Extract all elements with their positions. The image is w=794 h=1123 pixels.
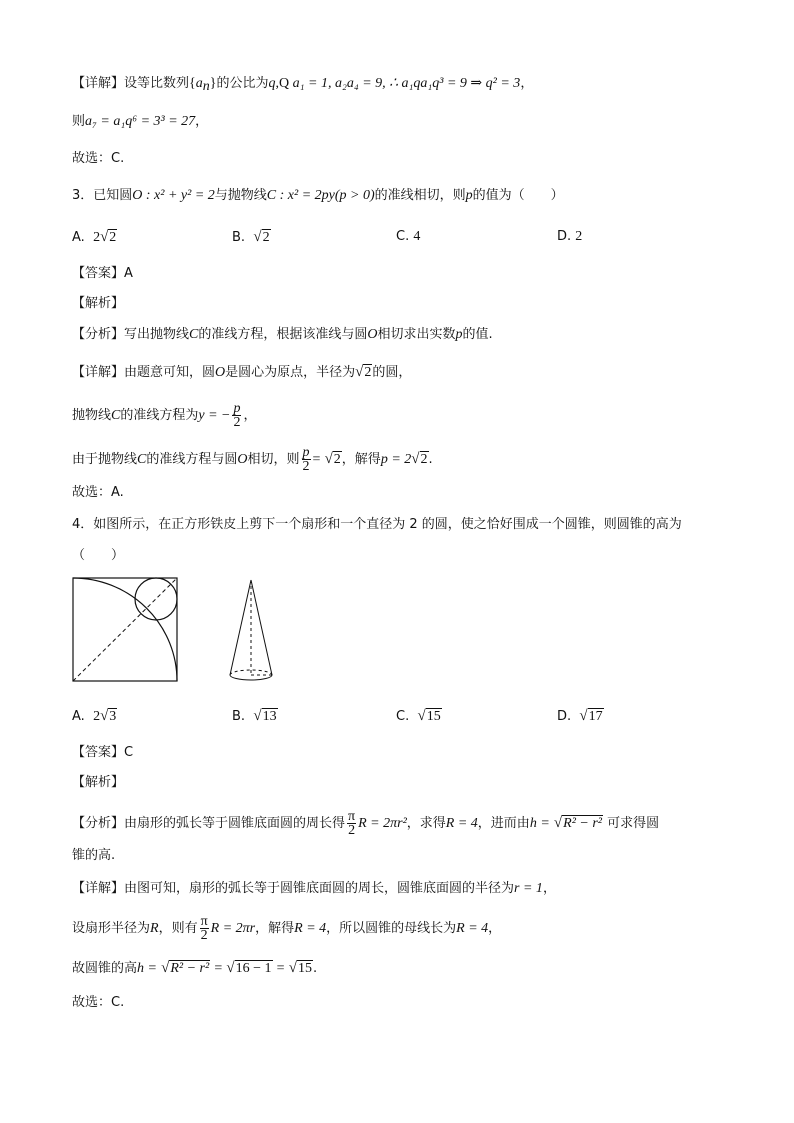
question-4-stem: 4．如图所示，在正方形铁皮上剪下一个扇形和一个直径为 2 的圆，使之恰好围成一个圆锥，则圆锥的高为 [72, 517, 682, 532]
math-var: O [237, 452, 248, 467]
fraction [347, 810, 356, 837]
radicand: 2 [109, 230, 117, 245]
option-label: B. [232, 709, 246, 724]
q4-detail-line-1 [72, 879, 556, 899]
q4-analysis-line-1 [72, 810, 659, 837]
math-expression: R = 4 [456, 921, 489, 936]
radicand: 13 [262, 709, 277, 724]
math-expression: y = − [198, 408, 231, 423]
q3-option-c [396, 227, 420, 247]
math-expression: r = 1 [514, 881, 543, 896]
sqrt-sign: √ [579, 708, 588, 724]
text-run: 的值. [462, 327, 493, 342]
fraction [232, 402, 241, 429]
sqrt-sign: √ [288, 960, 297, 976]
fraction [302, 446, 311, 473]
q3-detail-line-3 [72, 446, 433, 473]
sqrt-sign: √ [553, 815, 563, 831]
detail-tag: 【详解】 [72, 76, 125, 91]
math-expression: O : x² + y² = 2 [132, 188, 215, 203]
math-expression: R = 2πr² [358, 816, 407, 831]
math-expression: p = 2 [380, 452, 412, 467]
fraction-denominator: 2 [233, 415, 241, 430]
text-run: 【详解】 [72, 881, 125, 896]
text-run: 设扇形半径为 [72, 921, 151, 936]
text-run: 由于抛物线 [72, 452, 138, 467]
text-run: 的圆， [372, 365, 412, 380]
text-run: ， [195, 114, 209, 129]
option-label: C. [396, 709, 410, 724]
text-run: 则 [72, 114, 86, 129]
q3-answer: 【答案】A [72, 266, 133, 281]
fraction-denominator: 2 [200, 928, 208, 943]
text-run: 的准线方程为 [120, 408, 199, 423]
q4-choose: 故选：C. [72, 995, 125, 1010]
radicand: R² − r² [563, 816, 602, 831]
radicand: 2 [262, 230, 270, 245]
text-run: . [312, 961, 318, 976]
q4-analysis-line-2: 锥的高. [72, 848, 116, 863]
sqrt-sign: √ [226, 960, 235, 976]
q3-analysis-line [72, 325, 493, 345]
text-run: 与抛物线 [214, 188, 267, 203]
text-run: 写出抛物线 [124, 327, 190, 342]
radicand: 2 [333, 452, 341, 467]
text-run: 相切求出实数 [377, 327, 456, 342]
text-run: ， [243, 408, 257, 423]
math-expression: R = 4 [294, 921, 327, 936]
text-run: 【分析】 [72, 816, 125, 831]
math-var: R [150, 921, 159, 936]
radicand: 16 − 1 [235, 961, 272, 976]
math-var: O [215, 365, 226, 380]
option-value: 4 [413, 229, 421, 244]
sqrt-sign: √ [100, 229, 109, 245]
q3-choose: 故选：A. [72, 485, 124, 500]
radicand: 17 [588, 709, 603, 724]
option-label: D. [557, 709, 572, 724]
detail-line-2 [72, 112, 208, 132]
math-coef: 2 [93, 230, 101, 245]
sqrt-sign: √ [253, 708, 262, 724]
sqrt-sign: √ [417, 708, 426, 724]
square-sheet-figure [72, 577, 180, 683]
q3-option-a [72, 227, 117, 248]
option-label: D. [557, 229, 572, 244]
text-run: 的值为（ ） [472, 188, 564, 203]
text-run: ， [488, 921, 502, 936]
math-var: O [367, 327, 378, 342]
math-operator: = [312, 452, 321, 467]
choose-line-1: 故选：C. [72, 151, 125, 166]
sqrt-sign: √ [253, 229, 262, 245]
text-run: 由扇形的弧长等于圆锥底面圆的周长得 [124, 816, 346, 831]
option-label: C. [396, 229, 410, 244]
small-circle [135, 578, 177, 620]
cone-left-edge [230, 580, 251, 675]
cone-base-front [230, 675, 272, 680]
fraction-numerator: π [348, 809, 356, 824]
q3-detail-line-1 [72, 362, 411, 383]
math-expression: R = 4 [445, 816, 478, 831]
option-value: 2 [575, 229, 583, 244]
question-4-stem-bracket: （ ） [72, 548, 125, 563]
math-var: C [137, 452, 147, 467]
math-var: C [111, 408, 121, 423]
sqrt-sign: √ [411, 451, 420, 467]
math-sub: n [202, 79, 210, 94]
radicand: 3 [109, 709, 117, 724]
q4-option-c [396, 706, 442, 727]
option-label: B. [232, 230, 246, 245]
math-var: C [189, 327, 199, 342]
text-run: ,Q [275, 76, 293, 91]
math-var: q [268, 76, 276, 91]
text-run: . [428, 452, 433, 467]
fraction-denominator: 2 [302, 459, 310, 474]
q4-option-d [557, 706, 604, 727]
math-expression: a₇ = a₁q⁶ = 3³ = 27 [85, 114, 196, 129]
diagonal-dashed [73, 578, 177, 681]
math-expression: R = 2πr [210, 921, 256, 936]
text-run: ，解得 [255, 921, 295, 936]
text-run: 3．已知圆 [72, 188, 133, 203]
q4-detail-line-3 [72, 958, 317, 979]
radicand: R² − r² [170, 961, 210, 976]
q3-detail-line-2 [72, 402, 257, 429]
brace: { [189, 76, 196, 91]
text-run: ，解得 [341, 452, 381, 467]
q4-analysis-heading: 【解析】 [72, 775, 125, 790]
text-run: ， [542, 881, 556, 896]
text-run: 的准线方程与圆 [146, 452, 238, 467]
text-run: ，则有 [158, 921, 198, 936]
question-3-stem [72, 186, 564, 206]
option-label: A. [72, 709, 85, 724]
fraction-denominator: 2 [348, 823, 356, 838]
math-var: p [465, 188, 473, 203]
text-run: 是圆心为原点，半径为 [225, 365, 356, 380]
text-run: 设等比数列 [124, 76, 190, 91]
q4-answer: 【答案】C [72, 745, 134, 760]
sqrt-sign: √ [324, 451, 333, 467]
text-run: 抛物线 [72, 408, 112, 423]
q3-analysis-heading: 【解析】 [72, 296, 125, 311]
radicand: 15 [297, 961, 312, 976]
text-run: ，所以圆锥的母线长为 [326, 921, 457, 936]
fraction [200, 915, 209, 942]
text-run: 【分析】 [72, 327, 125, 342]
math-expression: C : x² = 2py(p > 0) [266, 188, 375, 203]
text-run: ，求得 [406, 816, 446, 831]
q4-option-b [232, 706, 278, 727]
text-run: 【详解】 [72, 365, 125, 380]
radicand: 2 [420, 452, 428, 467]
math-coef: 2 [93, 709, 101, 724]
text-run: 的准线相切，则 [374, 188, 466, 203]
math-expression: a₁ = 1, a₂a₄ = 9, ∴ a₁qa₁q³ = 9 ⇒ q² = 3 [292, 76, 521, 91]
math-operator: = [276, 961, 285, 976]
math-var: a [195, 76, 203, 91]
sqrt-sign: √ [355, 364, 364, 380]
text-run: 相切，则 [247, 452, 300, 467]
q4-detail-line-2 [72, 915, 501, 942]
radicand: 2 [364, 365, 372, 380]
text-run: ， [520, 76, 534, 91]
math-expression: h = [529, 816, 550, 831]
fraction-numerator: π [200, 914, 208, 929]
brace: } [209, 76, 217, 91]
text-run: ，进而由 [477, 816, 530, 831]
math-expression: h = [137, 961, 157, 976]
sqrt-sign: √ [100, 708, 109, 724]
q3-option-d [557, 227, 582, 247]
q4-option-a [72, 706, 117, 727]
fraction-numerator: p [233, 401, 241, 416]
text-run: 可求得圆 [607, 816, 660, 831]
fraction-numerator: p [302, 445, 310, 460]
q3-option-b [232, 227, 271, 248]
math-operator: = [214, 961, 223, 976]
text-run: 由题意可知，圆 [124, 365, 216, 380]
cone-right-edge [251, 580, 272, 675]
cone-figure [228, 578, 274, 686]
detail-line-1 [72, 74, 533, 97]
radicand: 15 [426, 709, 441, 724]
text-run: 的公比为 [216, 76, 269, 91]
math-var: p [455, 327, 463, 342]
text-run: 的准线方程，根据该准线与圆 [198, 327, 368, 342]
text-run: 由图可知，扇形的弧长等于圆锥底面圆的周长，圆锥底面圆的半径为 [124, 881, 515, 896]
text-run: 故圆锥的高 [72, 961, 138, 976]
sqrt-sign: √ [161, 960, 170, 976]
option-label: A. [72, 230, 85, 245]
